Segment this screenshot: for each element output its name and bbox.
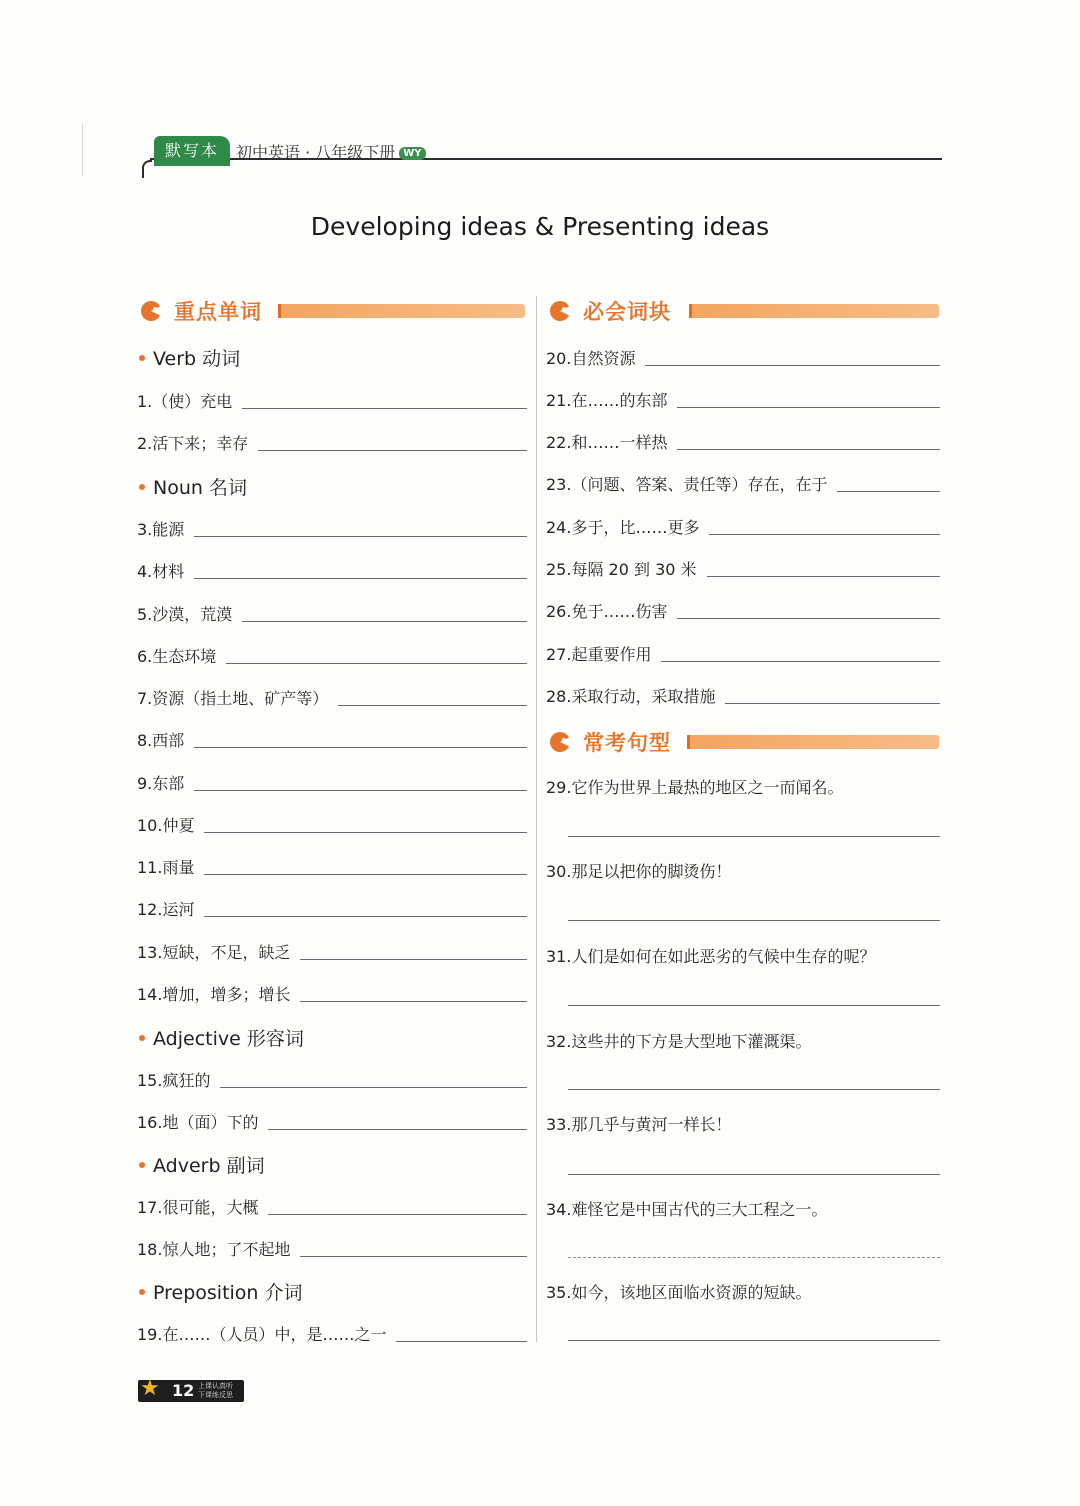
answer-line[interactable] xyxy=(568,836,940,837)
header-tab: 默写本 xyxy=(154,136,230,166)
vocab-item xyxy=(137,1317,527,1345)
vocab-item xyxy=(137,766,527,794)
item-label: 2.活下来；幸存 xyxy=(137,434,249,453)
category-verb xyxy=(139,344,240,371)
sentence-prompt: 35.如今，该地区面临水资源的短缺。 xyxy=(546,1283,812,1302)
item-label: 17.很可能，大概 xyxy=(137,1198,259,1217)
category-label: Noun 名词 xyxy=(153,477,247,499)
section-title: 常考句型 xyxy=(583,731,671,755)
category-label: Adverb 副词 xyxy=(153,1155,265,1177)
phrase-item xyxy=(546,637,940,665)
vocab-item xyxy=(137,681,527,709)
item-label: 8.西部 xyxy=(137,731,185,750)
vocab-item xyxy=(137,639,527,667)
category-label: Verb 动词 xyxy=(153,348,241,370)
page-title: Developing ideas & Presenting ideas xyxy=(310,212,770,241)
item-label: 10.仲夏 xyxy=(137,816,195,835)
section-title: 重点单词 xyxy=(174,300,262,324)
bullet-dot xyxy=(139,1162,145,1168)
answer-line[interactable] xyxy=(568,1340,940,1341)
sentence-prompt: 30.那足以把你的脚烫伤！ xyxy=(546,862,732,881)
item-label: 12.运河 xyxy=(137,900,195,919)
bullet-dot xyxy=(139,1035,145,1041)
sentence-prompt: 29.它作为世界上最热的地区之一而闻名。 xyxy=(546,778,844,797)
item-label: 11.雨量 xyxy=(137,858,195,877)
column-divider xyxy=(536,296,537,1342)
footer-slogan: 上课认真听 下课练反思 xyxy=(198,1382,233,1399)
vocab-item xyxy=(137,554,527,582)
answer-blank[interactable] xyxy=(300,1256,527,1257)
header-hook xyxy=(142,160,152,178)
answer-blank[interactable] xyxy=(220,1087,527,1088)
item-label: 6.生态环境 xyxy=(137,647,217,666)
sentence-prompt: 32.这些井的下方是大型地下灌溉渠。 xyxy=(546,1032,812,1051)
phrase-item xyxy=(546,679,940,707)
item-label: 4.材料 xyxy=(137,562,185,581)
section-bar xyxy=(687,735,939,749)
item-label: 3.能源 xyxy=(137,520,185,539)
item-label: 25.每隔 20 到 30 米 xyxy=(546,560,697,579)
page-number: 12 xyxy=(172,1381,195,1400)
phrase-item xyxy=(546,510,940,538)
vocab-item xyxy=(137,808,527,836)
category-noun xyxy=(139,473,247,500)
vocab-item xyxy=(137,384,527,412)
item-label: 23.（问题、答案、责任等）存在，在于 xyxy=(546,475,828,494)
answer-blank[interactable] xyxy=(226,663,527,664)
answer-blank[interactable] xyxy=(837,491,940,492)
vocab-item xyxy=(137,1105,527,1133)
bullet-dot xyxy=(139,1289,145,1295)
section-phrases xyxy=(549,298,939,324)
answer-blank[interactable] xyxy=(300,959,527,960)
item-label: 16.地（面）下的 xyxy=(137,1113,259,1132)
sentence-prompt: 34.难怪它是中国古代的三大工程之一。 xyxy=(546,1200,828,1219)
section-pie-icon xyxy=(549,731,571,753)
item-label: 1.（使）充电 xyxy=(137,392,233,411)
vocab-item xyxy=(137,1190,527,1218)
section-bar xyxy=(278,304,525,318)
answer-blank[interactable] xyxy=(677,449,940,450)
phrase-item xyxy=(546,341,940,369)
sentence-prompt: 31.人们是如何在如此恶劣的气候中生存的呢？ xyxy=(546,947,876,966)
answer-blank[interactable] xyxy=(677,407,940,408)
item-label: 27.起重要作用 xyxy=(546,645,652,664)
answer-blank[interactable] xyxy=(194,578,527,579)
phrase-item xyxy=(546,594,940,622)
answer-line[interactable] xyxy=(568,920,940,921)
vocab-item xyxy=(137,426,527,454)
answer-blank[interactable] xyxy=(707,576,940,577)
vocab-item xyxy=(137,512,527,540)
answer-line[interactable] xyxy=(568,1256,940,1258)
section-title: 必会词块 xyxy=(583,300,671,324)
category-adjective xyxy=(139,1024,304,1051)
item-label: 9.东部 xyxy=(137,774,185,793)
page-number-badge xyxy=(138,1376,244,1402)
page-header xyxy=(142,134,942,178)
category-label: Adjective 形容词 xyxy=(153,1028,304,1050)
answer-blank[interactable] xyxy=(204,916,527,917)
section-pie-icon xyxy=(140,300,162,322)
vocab-item xyxy=(137,892,527,920)
category-label: Preposition 介词 xyxy=(153,1282,303,1304)
item-label: 7.资源（指土地、矿产等） xyxy=(137,689,329,708)
answer-blank[interactable] xyxy=(396,1341,527,1342)
edition-badge: WY xyxy=(399,147,425,160)
answer-line[interactable] xyxy=(568,1174,940,1175)
answer-blank[interactable] xyxy=(242,621,527,622)
answer-blank[interactable] xyxy=(204,874,527,875)
item-label: 13.短缺，不足，缺乏 xyxy=(137,943,291,962)
answer-blank[interactable] xyxy=(242,408,527,409)
answer-blank[interactable] xyxy=(268,1129,527,1130)
phrase-item xyxy=(546,425,940,453)
item-label: 14.增加，增多；增长 xyxy=(137,985,291,1004)
vocab-item xyxy=(137,723,527,751)
answer-blank[interactable] xyxy=(725,703,940,704)
answer-blank[interactable] xyxy=(194,536,527,537)
answer-blank[interactable] xyxy=(645,365,940,366)
item-label: 26.免于……伤害 xyxy=(546,602,668,621)
answer-blank[interactable] xyxy=(258,450,527,451)
answer-blank[interactable] xyxy=(300,1001,527,1002)
item-label: 28.采取行动，采取措施 xyxy=(546,687,716,706)
item-label: 21.在……的东部 xyxy=(546,391,668,410)
answer-blank[interactable] xyxy=(204,832,527,833)
bullet-dot xyxy=(139,484,145,490)
answer-line[interactable] xyxy=(568,1005,940,1006)
item-label: 15.疯狂的 xyxy=(137,1071,211,1090)
scan-edge xyxy=(82,124,83,176)
item-label: 20.自然资源 xyxy=(546,349,636,368)
answer-blank[interactable] xyxy=(661,661,940,662)
sentence-prompt: 33.那几乎与黄河一样长！ xyxy=(546,1115,732,1134)
header-subtitle-text: 初中英语 · 八年级下册 xyxy=(236,143,396,162)
answer-line[interactable] xyxy=(568,1089,940,1090)
phrase-item xyxy=(546,552,940,580)
answer-blank[interactable] xyxy=(338,705,527,706)
category-adverb xyxy=(139,1151,265,1178)
answer-blank[interactable] xyxy=(194,747,527,748)
section-bar xyxy=(689,304,939,318)
item-label: 19.在……（人员）中，是……之一 xyxy=(137,1325,387,1344)
vocab-item xyxy=(137,977,527,1005)
item-label: 24.多于，比……更多 xyxy=(546,518,700,537)
section-pie-icon xyxy=(549,300,571,322)
answer-blank[interactable] xyxy=(709,534,940,535)
phrase-item xyxy=(546,467,940,495)
section-vocab xyxy=(140,298,525,324)
answer-blank[interactable] xyxy=(677,618,940,619)
star-icon: ★ xyxy=(140,1376,160,1401)
answer-blank[interactable] xyxy=(268,1214,527,1215)
answer-blank[interactable] xyxy=(194,790,527,791)
vocab-item xyxy=(137,935,527,963)
bullet-dot xyxy=(139,355,145,361)
item-label: 18.惊人地；了不起地 xyxy=(137,1240,291,1259)
vocab-item xyxy=(137,1063,527,1091)
category-preposition xyxy=(139,1278,303,1305)
vocab-item xyxy=(137,1232,527,1260)
phrase-item xyxy=(546,383,940,411)
item-label: 22.和……一样热 xyxy=(546,433,668,452)
vocab-item xyxy=(137,850,527,878)
header-subtitle xyxy=(236,140,426,163)
vocab-item xyxy=(137,597,527,625)
section-sentences xyxy=(549,729,939,755)
item-label: 5.沙漠，荒漠 xyxy=(137,605,233,624)
